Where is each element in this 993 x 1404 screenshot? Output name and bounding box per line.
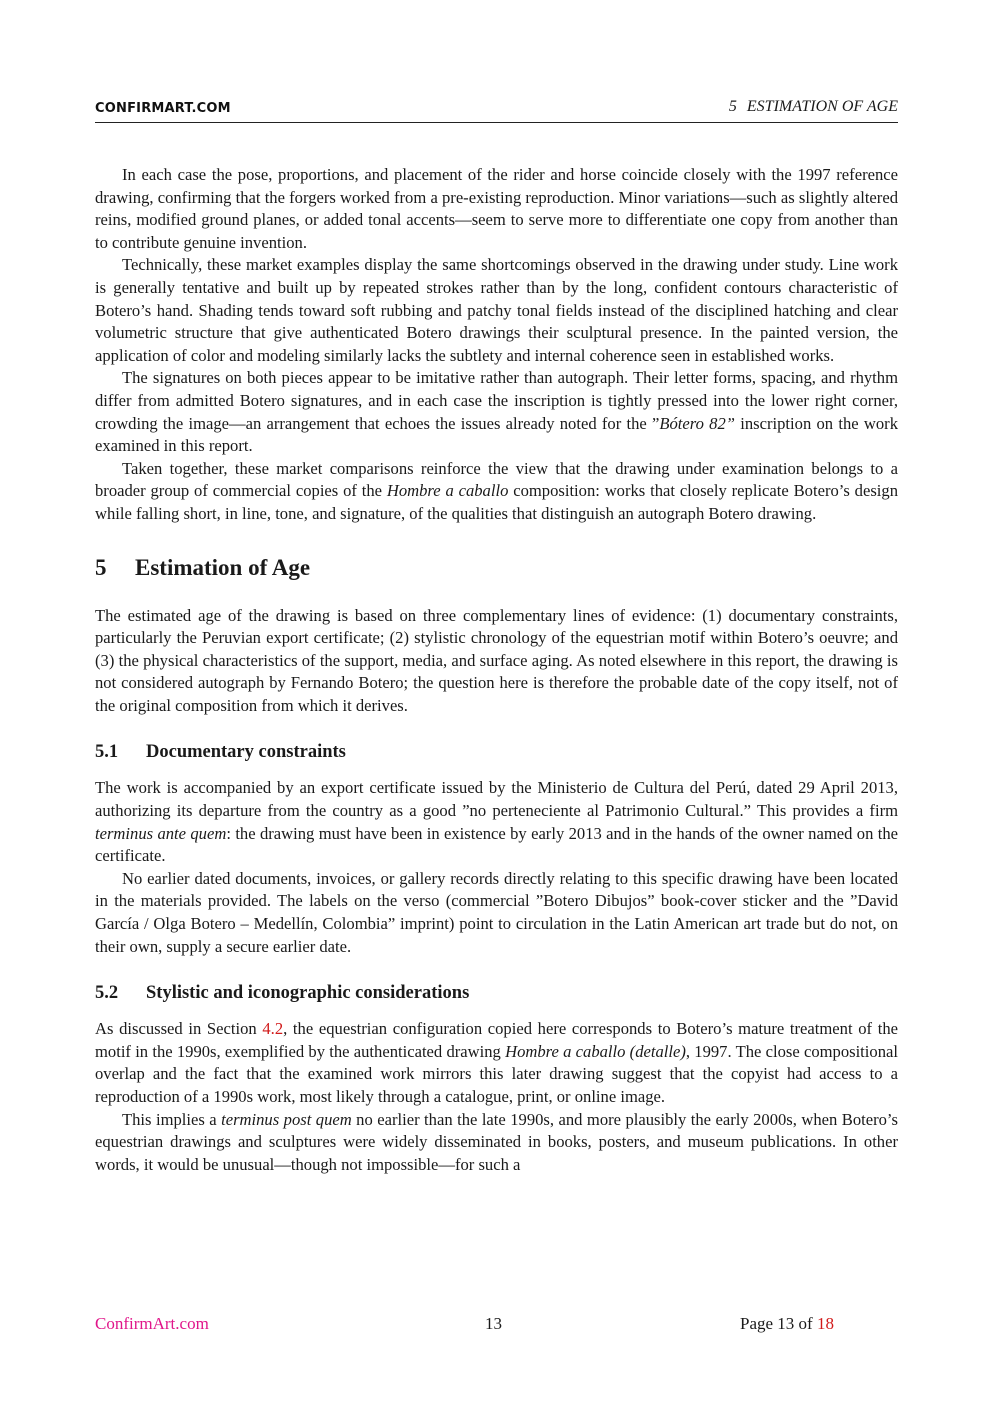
paragraph-together <box>95 458 898 526</box>
text-run: The signatures on both pieces appear to be imitative rather than autograph. Their letter forms, spacing, and rhythm differ from admitted Botero signatures, and in each case the inscription is tightly pressed into the lower right corner, crowding the image—an arrangement that echoes the issues already noted for the ” <box>95 368 898 433</box>
running-section-title <box>729 98 898 116</box>
paragraph-signatures <box>95 367 898 457</box>
paragraph-terminus-post-quem <box>95 1109 898 1177</box>
paragraph-technical: Technically, these market examples display the same shortcomings observed in the drawing under study. Line work is generally tentative and built up by repeated strokes rather than by the long, confident contours characteristic of Botero’s hand. Shading tends toward soft rubbing and patchy tonal fields instead of the disciplined hatching and clear volumetric structure that give authenticated Botero drawings their sculptural presence. In the painted version, the application of color and modeling similarly lacks the subtlety and internal coherence seen in established works. <box>95 255 898 365</box>
subsection-title: Documentary constraints <box>146 742 346 763</box>
italic-term: terminus post quem <box>221 1109 352 1129</box>
subsection-heading-documentary <box>95 740 898 764</box>
section-number: 5 <box>95 554 107 580</box>
text-run: no earlier than the late 1990s, and more plausibly the early 2000s, when Botero’s equestrian drawings and sculptures were widely disseminated in books, posters, and museum publications. In other words, it would be unusual—though not impossible—for such a <box>95 1109 899 1174</box>
italic-term: terminus ante quem <box>95 823 227 843</box>
text-run: This implies a <box>122 1109 222 1129</box>
section-heading <box>95 553 898 583</box>
paragraph-no-earlier-documents: No earlier dated documents, invoices, or gallery records directly relating to this specific drawing have been located in the materials provided. The labels on the verso (commercial ”Botero Dibujos” book-cover sticker and the ”David García / Olga Botero – Medellín, Colombia” imprint) point to circulation in the Latin American art trade but do not, on their own, supply a secure earlier date. <box>95 868 898 956</box>
running-section-number: 5 <box>728 98 737 115</box>
running-header <box>95 98 898 123</box>
subsection-title: Stylistic and iconographic considerations <box>146 983 470 1004</box>
text-run: , 1997. The close compositional overlap and the fact that the examined work mirrors this later drawing suggest that the copyist had access to a reproduction of a 1990s work, most likely through a catalogue, print, or online image. <box>95 1041 898 1106</box>
page-total-link[interactable]: 18 <box>816 1314 834 1333</box>
italic-inscription: Bótero 82” <box>659 413 736 433</box>
text-run: : the drawing must have been in existence by early 2013 and in the hands of the owner named on the certificate. <box>95 823 899 866</box>
page-footer <box>95 1314 898 1338</box>
text-run: The work is accompanied by an export certificate issued by the Ministerio de Cultura del Perú, dated 29 April 2013, authorizing its departure from the country as a good ”no perteneciente al Patrimonio Cultural.” This provides a firm <box>95 778 898 821</box>
footer-page-of <box>740 1314 834 1334</box>
italic-title: Hombre a caballo (detalle) <box>505 1041 686 1061</box>
paragraph-stylistic <box>95 1018 898 1108</box>
site-logo[interactable]: CONFIRMART.COM <box>95 101 231 116</box>
paragraph-section-intro: The estimated age of the drawing is based on three complementary lines of evidence: (1) documentary constraints, particularly the Peruvian export certificate; (2) stylistic chronology of the equestrian motif within Botero’s oeuvre; and (3) the physical characteristics of the support, media, and surface aging. As noted elsewhere in this report, the drawing is not considered autograph by Fernando Botero; the question here is therefore the probable date of the copy itself, not of the original composition from which it derives. <box>95 605 898 715</box>
running-section-name: ESTIMATION OF AGE <box>746 98 898 115</box>
text-run: Taken together, these market comparisons reinforce the view that the drawing under examination belongs to a broader group of commercial copies of the <box>95 458 898 501</box>
text-run: , the equestrian configuration copied here corresponds to Botero’s mature treatment of the motif in the 1990s, exemplified by the authenticated drawing <box>95 1019 898 1061</box>
paragraph-export-certificate <box>95 777 898 867</box>
page-body <box>95 164 898 1176</box>
text-run: composition: works that closely replicate Botero’s design while falling short, in line, tone, and signature, of the qualities that distinguish an autograph Botero drawing. <box>95 481 898 523</box>
subsection-number: 5.1 <box>95 742 119 763</box>
text-run: As discussed in Section <box>95 1019 263 1039</box>
text-run: inscription on the work examined in this report. <box>95 413 898 456</box>
footer-site-link[interactable]: ConfirmArt.com <box>95 1314 209 1333</box>
footer-page-number: 13 <box>485 1314 502 1333</box>
page-of-prefix: Page 13 of <box>740 1314 817 1333</box>
section-title: Estimation of Age <box>135 554 311 580</box>
subsection-heading-stylistic <box>95 981 898 1005</box>
italic-title: Hombre a caballo <box>386 481 509 501</box>
paragraph-pose: In each case the pose, proportions, and placement of the rider and horse coincide closely with the 1997 reference drawing, confirming that the forgers worked from a pre-existing reproduction. Minor variations—such as slightly altered reins, modified ground planes, or added tonal accents—seem to serve more to differentiate one copy from another than to contribute genuine invention. <box>95 165 898 252</box>
section-reference-link[interactable]: 4.2 <box>262 1019 284 1039</box>
subsection-number: 5.2 <box>95 983 119 1004</box>
